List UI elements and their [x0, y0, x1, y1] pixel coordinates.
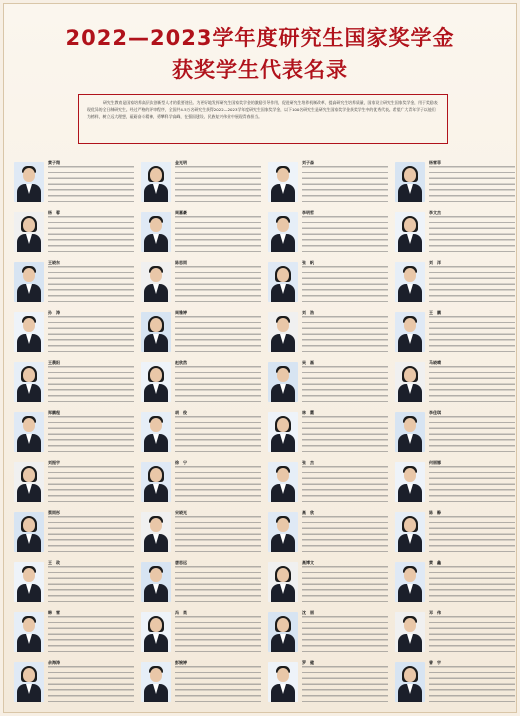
student-name: 韩 雪: [48, 610, 60, 615]
student-name: 刘 浩: [302, 310, 314, 315]
winner-card: [139, 558, 263, 606]
bio-text-lines: [302, 266, 388, 304]
bio-text-lines: [302, 166, 388, 204]
student-photo: [141, 212, 171, 252]
student-name: 金光明: [175, 160, 187, 165]
bio-text-lines: [429, 266, 515, 304]
bio-text-lines: [429, 516, 515, 554]
student-photo: [141, 362, 171, 402]
winner-card: [12, 658, 136, 706]
student-name: 刘子森: [302, 160, 314, 165]
bio-text-lines: [429, 366, 515, 404]
student-photo: [268, 212, 298, 252]
student-photo: [141, 612, 171, 652]
student-photo: [395, 162, 425, 202]
student-name: 李明哲: [302, 210, 314, 215]
student-name: 刘振宇: [48, 460, 60, 465]
winner-card: [12, 408, 136, 456]
student-bio: [48, 416, 134, 454]
bio-text-lines: [429, 166, 515, 204]
student-photo: [141, 562, 171, 602]
intro-box: [78, 94, 448, 144]
winner-card: [393, 658, 517, 706]
winner-card: [266, 258, 390, 306]
student-photo: [14, 412, 44, 452]
winner-card: [12, 458, 136, 506]
bio-text-lines: [429, 466, 515, 504]
bio-text-lines: [302, 216, 388, 254]
bio-text-lines: [48, 316, 134, 354]
bio-text-lines: [302, 516, 388, 554]
student-name: 杨 蓉: [48, 210, 60, 215]
winner-card: [139, 458, 263, 506]
winner-card: [266, 158, 390, 206]
student-name: 彭婉婷: [175, 660, 187, 665]
student-photo: [268, 412, 298, 452]
student-name: 罗 健: [302, 660, 314, 665]
student-bio: [175, 366, 261, 404]
student-bio: [302, 416, 388, 454]
student-photo: [268, 162, 298, 202]
winner-card: [266, 408, 390, 456]
student-photo: [14, 212, 44, 252]
bio-text-lines: [175, 316, 261, 354]
bio-text-lines: [48, 416, 134, 454]
student-photo: [395, 612, 425, 652]
student-name: 孙 涛: [48, 310, 60, 315]
student-bio: [302, 666, 388, 704]
student-name: 赵欣然: [175, 360, 187, 365]
student-name: 冯 昊: [175, 610, 187, 615]
page-subtitle: 获奖学生代表名录: [172, 58, 348, 82]
student-photo: [268, 262, 298, 302]
bio-text-lines: [48, 366, 134, 404]
bio-text-lines: [175, 216, 261, 254]
winner-card: [139, 608, 263, 656]
bio-text-lines: [48, 466, 134, 504]
student-name: 黄 鑫: [429, 560, 441, 565]
student-name: 周嘉豪: [175, 210, 187, 215]
winner-card: [393, 408, 517, 456]
student-bio: [175, 166, 261, 204]
student-name: 张 帆: [302, 260, 314, 265]
student-photo: [395, 362, 425, 402]
winner-card: [139, 658, 263, 706]
student-photo: [268, 562, 298, 602]
bio-text-lines: [175, 416, 261, 454]
winner-card: [393, 458, 517, 506]
student-name: 林 霞: [302, 410, 314, 415]
student-name: 刘 洋: [429, 260, 441, 265]
student-photo: [14, 162, 44, 202]
student-name: 胡 俊: [175, 410, 187, 415]
student-photo: [268, 512, 298, 552]
bio-text-lines: [175, 366, 261, 404]
student-photo: [395, 562, 425, 602]
student-name: 余海涛: [48, 660, 60, 665]
student-name: 宋晓光: [175, 510, 187, 515]
winner-card: [393, 558, 517, 606]
student-bio: [48, 266, 134, 304]
student-bio: [48, 516, 134, 554]
winner-card: [12, 208, 136, 256]
student-name: 李佳琪: [429, 410, 441, 415]
student-photo: [14, 662, 44, 702]
student-photo: [14, 262, 44, 302]
student-name: 高 欣: [302, 510, 314, 515]
student-bio: [429, 666, 515, 704]
student-name: 王 政: [48, 560, 60, 565]
student-photo: [268, 462, 298, 502]
student-photo: [395, 262, 425, 302]
student-photo: [395, 462, 425, 502]
winner-card: [12, 258, 136, 306]
student-bio: [48, 166, 134, 204]
student-photo: [268, 362, 298, 402]
winner-card: [393, 358, 517, 406]
student-name: 吴 磊: [302, 360, 314, 365]
student-bio: [302, 616, 388, 654]
student-name: 杨雪菲: [429, 160, 441, 165]
winner-card: [393, 608, 517, 656]
student-bio: [429, 316, 515, 354]
winner-card: [266, 558, 390, 606]
student-name: 陈 静: [429, 510, 441, 515]
bio-text-lines: [48, 516, 134, 554]
winner-card: [266, 358, 390, 406]
bio-text-lines: [48, 216, 134, 254]
bio-text-lines: [302, 316, 388, 354]
student-photo: [14, 312, 44, 352]
student-photo: [141, 412, 171, 452]
student-bio: [48, 666, 134, 704]
winner-card: [12, 358, 136, 406]
student-photo: [395, 212, 425, 252]
winner-card: [139, 408, 263, 456]
bio-text-lines: [429, 216, 515, 254]
student-photo: [268, 662, 298, 702]
student-bio: [48, 566, 134, 604]
student-bio: [429, 366, 515, 404]
bio-text-lines: [48, 166, 134, 204]
student-photo: [141, 512, 171, 552]
student-name: 唐思远: [175, 560, 187, 565]
winner-card: [12, 508, 136, 556]
student-photo: [268, 312, 298, 352]
student-bio: [175, 466, 261, 504]
student-bio: [302, 216, 388, 254]
student-name: 何丽娜: [429, 460, 441, 465]
winner-card: [139, 358, 263, 406]
winner-card: [393, 308, 517, 356]
winner-card: [266, 308, 390, 356]
winner-card: [393, 158, 517, 206]
winner-card: [393, 258, 517, 306]
student-name: 邓 伟: [429, 610, 441, 615]
winner-card: [393, 508, 517, 556]
student-photo: [14, 512, 44, 552]
student-name: 徐 宁: [175, 460, 187, 465]
student-bio: [302, 166, 388, 204]
bio-text-lines: [175, 266, 261, 304]
winner-card: [266, 508, 390, 556]
winner-card: [266, 208, 390, 256]
student-photo: [395, 512, 425, 552]
bio-text-lines: [302, 416, 388, 454]
winner-card: [12, 308, 136, 356]
student-bio: [429, 166, 515, 204]
student-bio: [429, 416, 515, 454]
winner-card: [139, 158, 263, 206]
student-bio: [48, 616, 134, 654]
student-bio: [175, 516, 261, 554]
student-photo: [395, 662, 425, 702]
student-bio: [175, 216, 261, 254]
student-name: 曾 宇: [429, 660, 441, 665]
student-photo: [395, 412, 425, 452]
bio-text-lines: [429, 416, 515, 454]
student-bio: [302, 316, 388, 354]
bio-text-lines: [48, 566, 134, 604]
student-bio: [302, 516, 388, 554]
student-bio: [48, 316, 134, 354]
winner-grid: [12, 158, 512, 710]
intro-text: 研究生教育是国家培养高层次创新型人才的重要途径。为更好地发挥研究生国家奖学金的激励引导作用，促进研究生培养机制改革，提高研究生培养质量，国家设立研究生国家奖学金，用于奖励表现优异的全日制研究生。经过严格的评审程序，全国共4.5万名研究生获得2022—2023学年度研究生国家奖学金，以下100名研究生是研究生国家奖学金获奖学生中的优秀代表。希望广大青年学子以他们为榜样，树立远大理想，砥砺奋斗精神，勇攀科学高峰，在强国建设、民族复兴伟业中展现青春担当。: [87, 100, 438, 119]
student-photo: [141, 462, 171, 502]
student-name: 王 鹏: [429, 310, 441, 315]
winner-card: [12, 158, 136, 206]
student-photo: [14, 562, 44, 602]
student-photo: [395, 312, 425, 352]
winner-card: [266, 608, 390, 656]
bio-text-lines: [429, 566, 515, 604]
student-photo: [14, 612, 44, 652]
student-bio: [175, 666, 261, 704]
bio-text-lines: [48, 666, 134, 704]
student-name: 陈思雨: [175, 260, 187, 265]
student-bio: [48, 366, 134, 404]
student-name: 李文杰: [429, 210, 441, 215]
student-name: 王晨阳: [48, 360, 60, 365]
bio-text-lines: [302, 466, 388, 504]
winner-card: [393, 208, 517, 256]
student-bio: [175, 416, 261, 454]
bio-text-lines: [429, 616, 515, 654]
winner-card: [139, 208, 263, 256]
winner-card: [139, 308, 263, 356]
student-name: 沈 丽: [302, 610, 314, 615]
bio-text-lines: [48, 616, 134, 654]
bio-text-lines: [302, 666, 388, 704]
bio-text-lines: [175, 566, 261, 604]
student-bio: [175, 266, 261, 304]
student-bio: [302, 266, 388, 304]
winner-card: [139, 508, 263, 556]
student-photo: [141, 662, 171, 702]
student-name: 蔡雨彤: [48, 510, 60, 515]
poster: [3, 3, 517, 713]
student-photo: [141, 312, 171, 352]
bio-text-lines: [302, 566, 388, 604]
student-name: 黄子翔: [48, 160, 60, 165]
student-name: 马晓晴: [429, 360, 441, 365]
bio-text-lines: [175, 466, 261, 504]
student-bio: [429, 466, 515, 504]
student-bio: [175, 316, 261, 354]
bio-text-lines: [175, 516, 261, 554]
bio-text-lines: [429, 316, 515, 354]
student-name: 郑鹏程: [48, 410, 60, 415]
student-photo: [141, 262, 171, 302]
bio-text-lines: [48, 266, 134, 304]
student-bio: [175, 616, 261, 654]
student-photo: [268, 612, 298, 652]
student-name: 周雅婷: [175, 310, 187, 315]
student-photo: [14, 462, 44, 502]
student-bio: [175, 566, 261, 604]
winner-card: [266, 458, 390, 506]
bio-text-lines: [302, 366, 388, 404]
student-bio: [302, 566, 388, 604]
bio-text-lines: [175, 666, 261, 704]
student-bio: [429, 516, 515, 554]
bio-text-lines: [175, 616, 261, 654]
student-name: 王晓东: [48, 260, 60, 265]
winner-card: [12, 608, 136, 656]
page-title: 2022—2023学年度研究生国家奖学金: [65, 26, 455, 50]
bio-text-lines: [302, 616, 388, 654]
bio-text-lines: [175, 166, 261, 204]
student-bio: [429, 266, 515, 304]
student-photo: [141, 162, 171, 202]
winner-card: [12, 558, 136, 606]
student-bio: [429, 616, 515, 654]
winner-card: [139, 258, 263, 306]
student-photo: [14, 362, 44, 402]
student-bio: [302, 466, 388, 504]
student-bio: [429, 216, 515, 254]
winner-card: [266, 658, 390, 706]
student-bio: [48, 216, 134, 254]
student-bio: [429, 566, 515, 604]
student-bio: [302, 366, 388, 404]
student-bio: [48, 466, 134, 504]
student-name: 张 杰: [302, 460, 314, 465]
student-name: 高博文: [302, 560, 314, 565]
bio-text-lines: [429, 666, 515, 704]
